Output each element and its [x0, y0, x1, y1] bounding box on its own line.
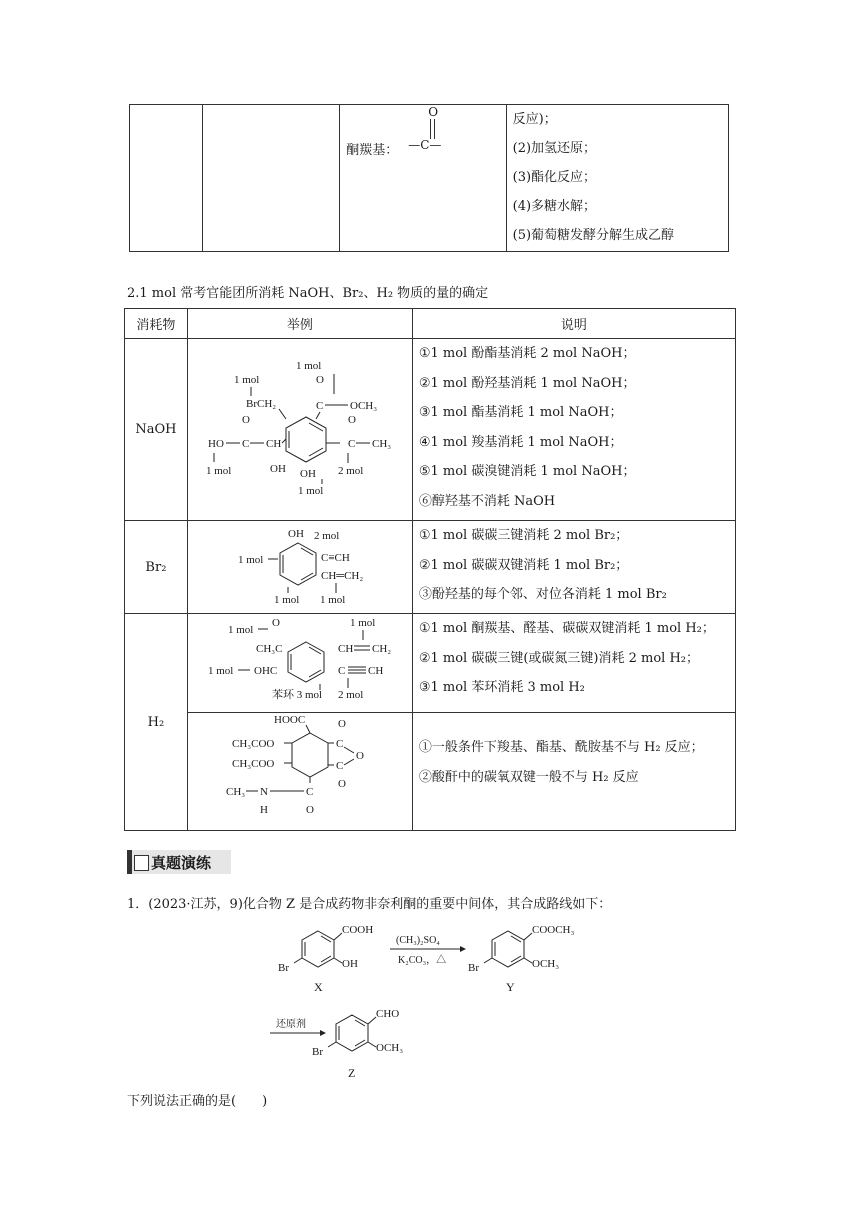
br2-mol-triple: 2 mol	[313, 530, 340, 542]
naoh-c2: C	[241, 438, 250, 450]
h2b-o-bottom: O	[337, 778, 346, 790]
h2-notes-a-cell	[412, 614, 735, 713]
z-label: Z	[348, 1066, 356, 1080]
br2-ring-inner-1	[301, 548, 313, 555]
br2-mol-double: 1 mol	[319, 594, 346, 606]
h2-ketone-o: O	[271, 617, 280, 629]
h2b-ester-2: CH₃COO	[231, 758, 275, 770]
h2b-hooc: HOOC	[273, 714, 306, 726]
reaction-line-1: 反应)；	[512, 112, 557, 127]
x-label: X	[314, 980, 323, 994]
h2-notes-b-cell	[412, 713, 735, 831]
br2-label: Br₂	[125, 521, 188, 614]
h2b-c-amide: C	[305, 786, 314, 798]
consumption-table	[124, 308, 736, 831]
br2-note-3: ③酚羟基的每个邻、对位各消耗 1 mol Br₂	[418, 587, 667, 602]
h2b-c-bottom: C	[335, 760, 344, 772]
h2-ch: CH	[337, 643, 354, 655]
naoh-benzene-ring	[286, 417, 326, 462]
h2-structure-a	[188, 614, 412, 708]
reagent-bottom: K₂CO₃，△	[398, 955, 447, 966]
header-example: 举例	[187, 309, 412, 339]
naoh-brch2: BrCH₂	[245, 398, 276, 410]
h2-note-a-1: ①1 mol 酮羰基、醛基、碳碳双键消耗 1 mol H₂；	[418, 621, 715, 636]
arrow-2-head	[320, 1030, 326, 1036]
h2-ring-inner-1	[309, 647, 321, 654]
h2-ch3c: CH₃C	[255, 643, 283, 655]
h2-ohc: OHC	[253, 665, 278, 677]
br2-benzene-ring	[280, 543, 316, 585]
x-bond-cooh	[334, 933, 342, 940]
br2-mol-para: 1 mol	[273, 594, 300, 606]
y-bond-ester	[524, 933, 532, 940]
ketone-oxygen: O	[428, 105, 439, 119]
naoh-structure-cell	[187, 339, 412, 521]
y-bond-och3	[524, 958, 532, 963]
h2-note-b-1: ①一般条件下羧基、酯基、酰胺基不与 H₂ 反应；	[418, 740, 704, 755]
br2-row	[125, 521, 736, 614]
reaction-list-cell	[506, 105, 728, 252]
h2-note-b-2: ②酸酐中的碳氧双键一般不与 H₂ 反应	[418, 769, 639, 785]
h2-note-a-2: ②1 mol 碳碳三键(或碳氮三键)消耗 2 mol H₂；	[418, 650, 700, 666]
h2-mol-alkene: 1 mol	[349, 617, 376, 629]
h2-benzene-ring	[288, 642, 324, 682]
h2-mol-triple: 2 mol	[337, 689, 364, 701]
reaction-line-3: (3)酯化反应；	[512, 170, 597, 185]
h2b-bond-hooc	[306, 725, 310, 733]
naoh-ch: CH	[265, 438, 282, 450]
h2b-bond-anhydride-1	[344, 747, 354, 753]
y-br: Br	[468, 962, 479, 974]
naoh-mol-ester: 1 mol	[295, 360, 322, 372]
y-label: Y	[506, 980, 515, 994]
naoh-note-1: ①1 mol 酚酯基消耗 2 mol NaOH；	[418, 346, 636, 361]
y-cooch3: COOCH₃	[532, 924, 575, 936]
h2-structure-a-cell	[187, 614, 412, 713]
x-br: Br	[278, 962, 289, 974]
h2b-o-ring: O	[355, 750, 364, 762]
naoh-mol-phenol: 1 mol	[297, 485, 324, 497]
top-table-cell-empty-1	[130, 105, 203, 252]
h2-ch2: CH₂	[371, 643, 391, 655]
br2-structure	[188, 521, 412, 609]
naoh-notes-cell	[412, 339, 735, 521]
arrow-1-head	[460, 946, 466, 952]
header-explanation: 说明	[412, 309, 735, 339]
x-bond-br	[294, 958, 302, 963]
header-row	[125, 309, 736, 339]
y-och3: OCH₃	[532, 958, 560, 970]
header-consumer: 消耗物	[125, 309, 188, 339]
h2-mol-aldehyde: 1 mol	[207, 665, 234, 677]
naoh-o3: O	[347, 414, 356, 426]
top-table	[129, 104, 729, 252]
z-benzene-ring	[336, 1015, 368, 1051]
section2-heading: 2.1 mol 常考官能团所消耗 NaOH、Br₂、H₂ 物质的量的确定	[127, 286, 489, 301]
h2-row-b	[125, 713, 736, 831]
x-cooh: COOH	[342, 924, 374, 936]
naoh-bond-ring-c	[316, 412, 320, 419]
naoh-ring-inner-1	[309, 423, 323, 431]
section-title-bar	[127, 850, 132, 874]
h2-c-triple: C	[337, 665, 346, 677]
z-cho: CHO	[376, 1008, 400, 1020]
naoh-bond-ch-ring	[282, 439, 286, 443]
naoh-mol-phenolester: 2 mol	[337, 465, 364, 477]
y-benzene-ring	[492, 931, 524, 967]
h2-label: H₂	[125, 614, 188, 831]
h2b-c-top: C	[335, 738, 344, 750]
reaction-scheme	[260, 915, 600, 1085]
z-och3: OCH₃	[376, 1042, 404, 1054]
h2-structure-b	[188, 713, 412, 826]
h2-ring-inner-2	[309, 670, 321, 677]
z-bond-br	[328, 1042, 336, 1047]
naoh-note-6: ⑥醇羟基不消耗 NaOH	[418, 493, 556, 509]
z-bond-cho	[368, 1017, 376, 1024]
br2-notes-cell	[412, 521, 735, 614]
br2-note-1: ①1 mol 碳碳三键消耗 2 mol Br₂；	[418, 528, 629, 543]
top-table-cell-empty-2	[202, 105, 340, 252]
reaction-line-4: (4)多糖水解；	[512, 199, 597, 214]
naoh-mol-brch2: 1 mol	[233, 374, 260, 386]
x-benzene-ring	[302, 931, 334, 967]
naoh-note-5: ⑤1 mol 碳溴键消耗 1 mol NaOH；	[418, 464, 636, 479]
br2-mol-ortho: 1 mol	[237, 554, 264, 566]
naoh-alcohol-oh: OH	[269, 463, 286, 475]
z-br: Br	[312, 1046, 323, 1058]
naoh-ho: HO	[207, 438, 224, 450]
section-title-badge	[127, 850, 231, 874]
h2b-cyclohexane-ring	[292, 733, 328, 777]
naoh-c1: C	[315, 400, 324, 412]
br2-structure-cell	[187, 521, 412, 614]
h2b-o-amide: O	[305, 804, 314, 816]
naoh-label: NaOH	[125, 339, 188, 521]
h2-note-a-3: ③1 mol 苯环消耗 3 mol H₂	[418, 680, 585, 695]
h2b-o-top: O	[337, 718, 346, 730]
x-oh: OH	[342, 958, 358, 970]
naoh-row	[125, 339, 736, 521]
naoh-c3: C	[347, 438, 356, 450]
naoh-o2: O	[241, 414, 250, 426]
naoh-structure	[188, 339, 412, 516]
h2-mol-ketone: 1 mol	[227, 624, 254, 636]
h2-row-a	[125, 614, 736, 713]
h2b-h: H	[259, 804, 268, 816]
x-bond-oh	[334, 958, 342, 963]
section-title: 真题演练	[151, 854, 212, 872]
br2-alkyne: C≡CH	[320, 552, 350, 564]
ketone-double-bond	[430, 119, 433, 139]
y-bond-br	[484, 958, 492, 963]
ketone-cell	[340, 105, 506, 252]
br2-alkene: CH═CH₂	[320, 570, 364, 582]
naoh-ch3: CH₃	[371, 438, 391, 450]
naoh-note-3: ③1 mol 酯基消耗 1 mol NaOH；	[418, 405, 623, 420]
br2-oh: OH	[287, 528, 304, 540]
ketone-formula: —C—	[408, 138, 442, 152]
question-prompt: 下列说法正确的是( )	[127, 1094, 268, 1109]
naoh-note-4: ④1 mol 羧基消耗 1 mol NaOH；	[418, 434, 623, 450]
h2b-ch3: CH₃	[225, 786, 245, 798]
naoh-o1: O	[315, 374, 324, 386]
question-stem: 1．(2023·江苏，9)化合物 Z 是合成药物非奈利酮的重要中间体，其合成路线如下：	[127, 897, 612, 912]
z-bond-och3	[368, 1042, 376, 1047]
naoh-phenol-oh: OH	[299, 468, 316, 480]
ketone-label: 酮羰基：	[346, 143, 399, 158]
br2-note-2: ②1 mol 碳碳双键消耗 1 mol Br₂；	[418, 557, 629, 573]
naoh-och3: OCH₃	[349, 400, 377, 412]
reaction-line-5: (5)葡萄糖发酵分解生成乙醇	[512, 228, 675, 243]
h2b-bond-anhydride-2	[344, 759, 354, 765]
section-title-icon	[134, 855, 149, 871]
h2-mol-benzene: 苯环 3 mol	[271, 689, 322, 701]
reaction-line-2: (2)加氢还原；	[512, 141, 597, 156]
naoh-note-2: ②1 mol 酚羟基消耗 1 mol NaOH；	[418, 375, 636, 391]
h2b-ester-1: CH₃COO	[231, 738, 275, 750]
reducer: 还原剂	[276, 1019, 306, 1030]
h2-structure-b-cell	[187, 713, 412, 831]
ketone-double-bond-2	[434, 119, 437, 139]
h2b-n: N	[259, 786, 268, 798]
br2-ring-inner-2	[301, 573, 313, 580]
naoh-ring-inner-2	[309, 448, 323, 456]
h2-ch-terminal: CH	[367, 665, 384, 677]
naoh-bond-brch2	[279, 409, 286, 419]
reagent-top: (CH₃)₂SO₄	[396, 935, 440, 946]
naoh-mol-acid: 1 mol	[205, 465, 232, 477]
